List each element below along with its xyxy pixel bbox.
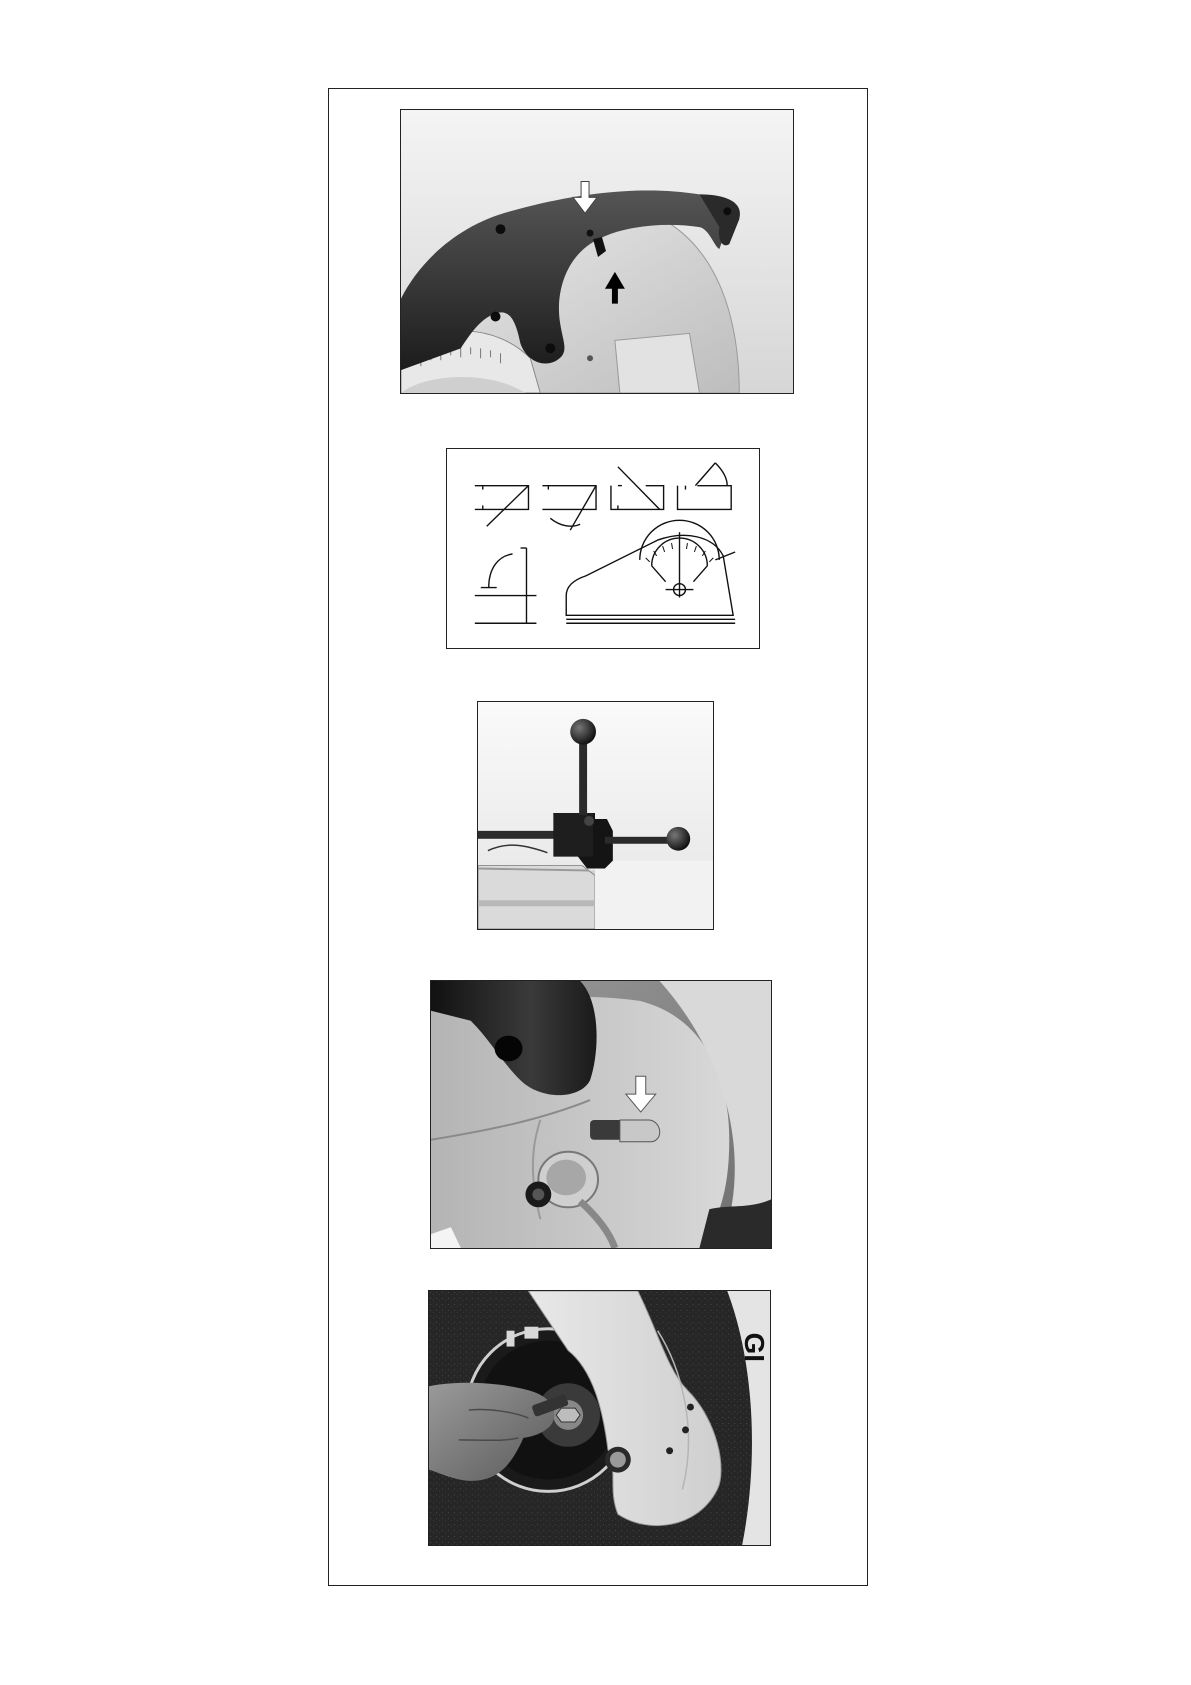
figure-saw-handle-photo xyxy=(400,109,794,394)
bevel-diagram xyxy=(475,548,537,623)
figure-cut-angle-diagram xyxy=(446,448,760,649)
cut-diagram-1 xyxy=(475,486,529,527)
cut-diagram-4 xyxy=(678,463,732,510)
protractor-base-diagram xyxy=(566,520,735,623)
figure-clamp-photo xyxy=(477,701,714,930)
figure-guard-lever-photo xyxy=(430,980,772,1249)
figure-blade-change-photo xyxy=(428,1290,771,1546)
cut-diagram-3 xyxy=(611,467,664,510)
cut-diagram-2 xyxy=(542,486,596,531)
brand-lettering: GI xyxy=(739,1332,770,1363)
